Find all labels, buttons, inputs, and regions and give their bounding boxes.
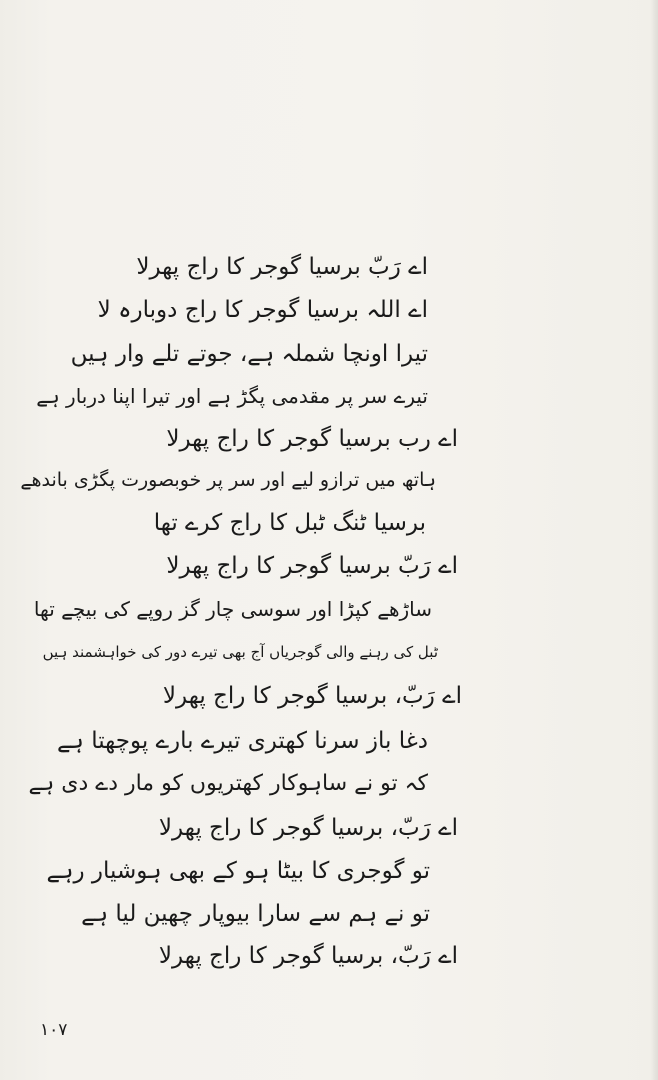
poem-line-9: ساڑھے کپڑا اور سوسی چار گز روپے کی بیچے تھا (33, 597, 432, 621)
poem-line-2: اے اللہ برسیا گوجر کا راج دوبارہ لا (97, 297, 428, 323)
poem-line-4: تیرے سر پر مقدمی پگڑ ہے اور تیرا اپنا دربار ہے (36, 384, 428, 408)
poem-line-17: اے رَبّ، برسیا گوجر کا راج پھرلا (158, 943, 458, 969)
poem-line-12: دغا باز سرنا کھتری تیرے بارے پوچھتا ہے (56, 728, 428, 754)
poem-line-10: ٹبل کی رہنے والی گوجریاں آج بھی تیرے دور کی خواہشمند ہیں (42, 643, 438, 661)
page-number: ١٠٧ (40, 1020, 68, 1040)
poem-line-14: اے رَبّ، برسیا گوجر کا راج پھرلا (158, 815, 458, 841)
poem-line-7: برسیا ٹنگ ٹبل کا راج کرے تھا (153, 510, 426, 536)
poem-line-16: تو نے ہم سے سارا بیوپار چھین لیا ہے (81, 901, 430, 927)
poem-line-13: کہ تو نے ساہوکار کھتریوں کو مار دے دی ہے (28, 771, 428, 796)
poem-line-5: اے رب برسیا گوجر کا راج پھرلا (166, 426, 458, 452)
poem-line-1: اے رَبّ برسیا گوجر کا راج پھرلا (136, 254, 428, 280)
poem-line-8: اے رَبّ برسیا گوجر کا راج پھرلا (166, 553, 458, 579)
poem-line-11: اے رَبّ، برسیا گوجر کا راج پھرلا (162, 683, 462, 709)
poem-line-3: تیرا اونچا شملہ ہے، جوتے تلے وار ہیں (70, 341, 428, 367)
poem-line-6: ہاتھ میں ترازو لیے اور سر پر خوبصورت پگڑی باندھے (20, 469, 436, 491)
poem-line-15: تو گوجری کا بیٹا ہو کے بھی ہوشیار رہے (46, 858, 430, 884)
